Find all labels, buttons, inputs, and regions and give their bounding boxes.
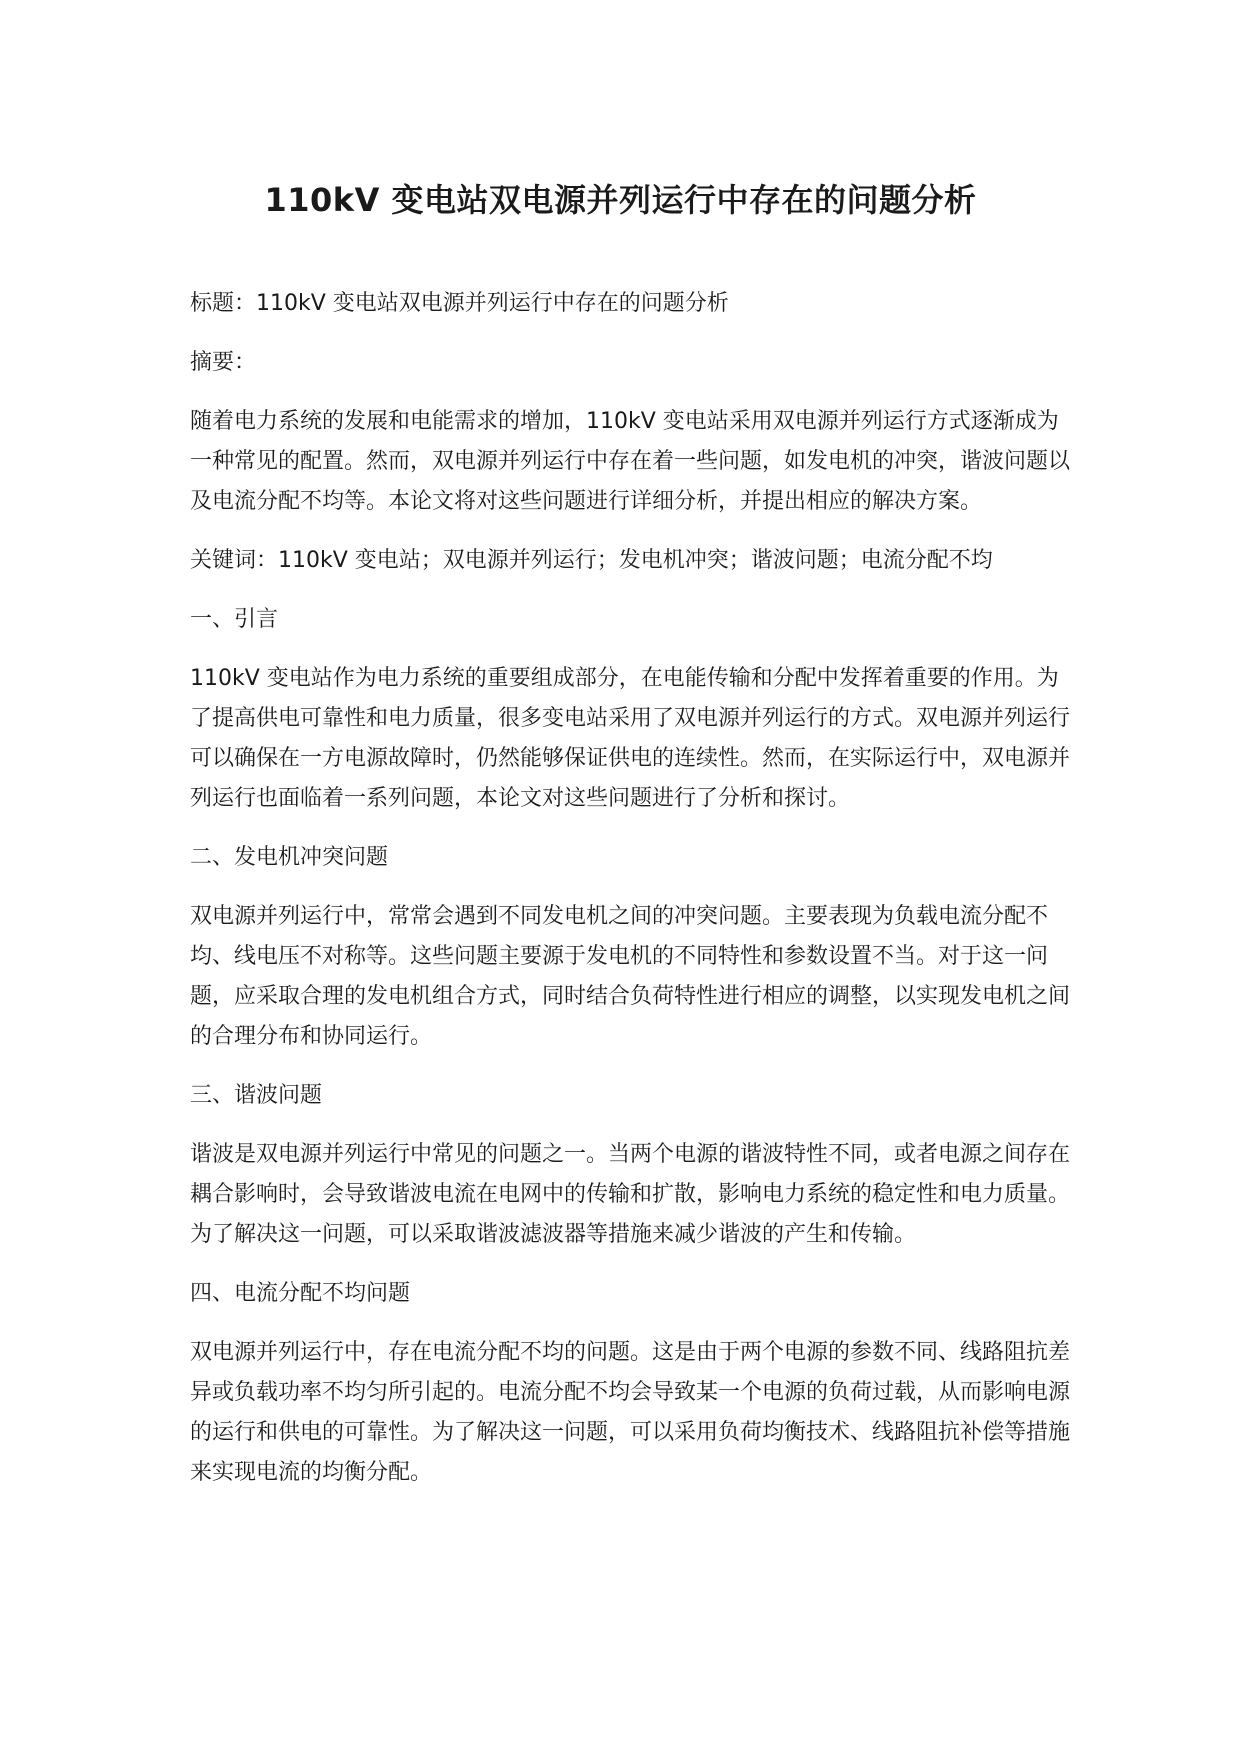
keywords-line: 关键词：110kV 变电站；双电源并列运行；发电机冲突；谐波问题；电流分配不均	[190, 548, 993, 573]
section-heading-current-distribution: 四、电流分配不均问题	[190, 1281, 411, 1306]
abstract-label: 摘要：	[190, 350, 257, 375]
section-paragraph-introduction: 110kV 变电站作为电力系统的重要组成部分，在电能传输和分配中发挥着重要的作用。为了提高供电可靠性和电力质量，很多变电站采用了双电源并列运行的方式。双电源并列运行可以确保在一方电源故障时，仍然能够保证供电的连续性。然而，在实际运行中，双电源并列运行也面临着一系列问题，本论文对这些问题进行了分析和探讨。	[190, 666, 1071, 811]
title-line: 标题：110kV 变电站双电源并列运行中存在的问题分析	[190, 291, 729, 316]
section-heading-introduction: 一、引言	[190, 607, 279, 632]
abstract-paragraph: 随着电力系统的发展和电能需求的增加，110kV 变电站采用双电源并列运行方式逐渐成为一种常见的配置。然而，双电源并列运行中存在着一些问题，如发电机的冲突，谐波问题以及电流分配不均等。本论文将对这些问题进行详细分析，并提出相应的解决方案。	[190, 409, 1071, 514]
document-body	[190, 284, 1080, 1512]
section-paragraph-generator-conflict: 双电源并列运行中，常常会遇到不同发电机之间的冲突问题。主要表现为负载电流分配不均、线电压不对称等。这些问题主要源于发电机的不同特性和参数设置不当。对于这一问题，应采取合理的发电机组合方式，同时结合负荷特性进行相应的调整，以实现发电机之间的合理分布和协同运行。	[190, 904, 1071, 1049]
section-paragraph-harmonics: 谐波是双电源并列运行中常见的问题之一。当两个电源的谐波特性不同，或者电源之间存在耦合影响时，会导致谐波电流在电网中的传输和扩散，影响电力系统的稳定性和电力质量。为了解决这一问题，可以采取谐波滤波器等措施来减少谐波的产生和传输。	[190, 1142, 1071, 1247]
section-heading-generator-conflict: 二、发电机冲突问题	[190, 845, 389, 870]
section-heading-harmonics: 三、谐波问题	[190, 1083, 323, 1108]
section-paragraph-current-distribution: 双电源并列运行中，存在电流分配不均的问题。这是由于两个电源的参数不同、线路阻抗差异或负载功率不均匀所引起的。电流分配不均会导致某一个电源的负荷过载，从而影响电源的运行和供电的可靠性。为了解决这一问题，可以采用负荷均衡技术、线路阻抗补偿等措施来实现电流的均衡分配。	[190, 1340, 1071, 1485]
page-title: 110kV 变电站双电源并列运行中存在的问题分析	[264, 181, 977, 219]
